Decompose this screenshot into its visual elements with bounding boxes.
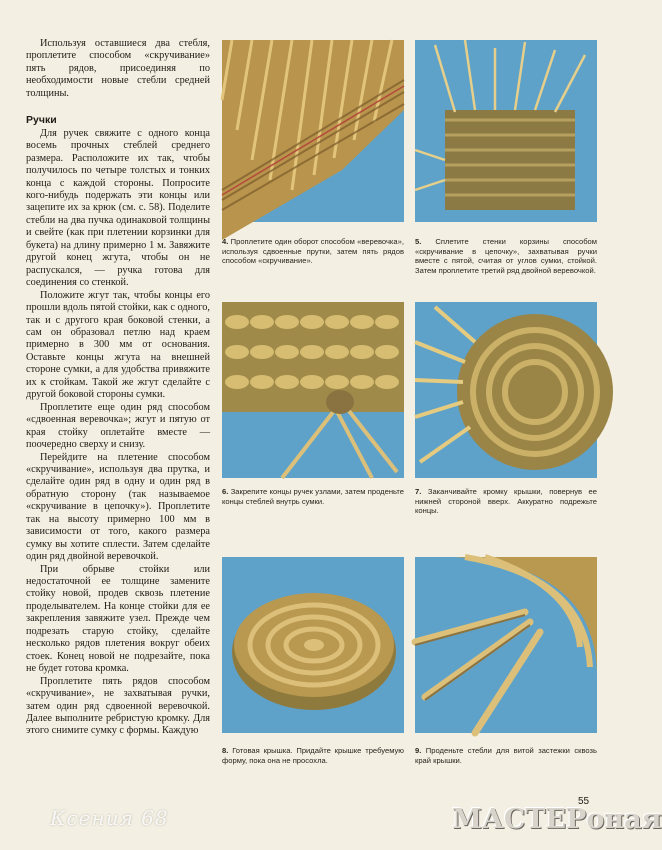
paragraph-handles-5: При обрыве стойки или недостаточной ее толщине замените стойку новой, продев сквозь плетение проделывателем. На конце стойки для ее закрепления завяжите узел. Прежде чем подрезать старую стойку, сделайте несколько рядов плетения вокруг обеих стоек. Конец новой не подрезайте, пока не будет готова кромка. [26, 563, 210, 675]
paragraph-handles-3: Проплетите еще один ряд способом «сдвоенная веревочка»; жгут и пятую от края стойку оплетайте вместе — поочередно сверху и снизу. [26, 401, 210, 451]
caption-text: Заканчивайте кромку крышки, повернув ее нижней стороной вверх. Аккуратно подрежьте концы. [415, 487, 597, 516]
caption-text: Сплетите стенки корзины способом «скручивание в цепочку», захватывая ручки вместе с пятой, считая от углов сумки, стойкой. Затем проплетите третий ряд двойной веревочкой. [415, 237, 597, 275]
paragraph-handles-6: Проплетите пять рядов способом «скручивание», не захватывая ручки, затем один ряд сдвоенной веревочкой. Далее выполните ребристую кромку. Для этого снимите сумку с формы. Каждую [26, 675, 210, 737]
caption-number: 6. [222, 487, 229, 496]
caption-step-5 [415, 237, 597, 275]
photo-step-6 [222, 302, 404, 478]
watermark-right: МАСТЕРоная [452, 804, 662, 835]
caption-step-8 [222, 746, 404, 765]
caption-number: 9. [415, 746, 422, 755]
photo-step-8 [222, 557, 404, 733]
caption-step-4 [222, 237, 404, 266]
photo-step-9 [415, 557, 597, 733]
photo-step-5 [415, 40, 597, 222]
paragraph-intro: Используя оставшиеся два стебля, проплетите способом «скручивание» пять рядов, присоединяя по необходимости новые стебли средней толщины. [26, 38, 210, 99]
photo-step-4 [222, 40, 404, 222]
caption-step-9 [415, 746, 597, 765]
caption-text: Проплетите один оборот способом «веревочка», используя сдвоенные прутки, затем пять рядов способом «скручивание». [222, 237, 404, 266]
caption-number: 7. [415, 487, 422, 496]
caption-text: Готовая крышка. Придайте крышке требуемую форму, пока она не просохла. [222, 746, 404, 765]
watermark-left: Ксения 68 [50, 806, 169, 830]
paragraph-handles-2: Положите жгут так, чтобы концы его прошли вдоль пятой стойки, как с одного, так и с другого края боковой стенки, а сам он образовал петлю над краем примерно в 300 мм от основания. Оставьте концы жгута на внешней стороне сумки, а для удобства привяжите их к стойкам. Такой же жгут сделайте с другой боковой стороны сумки. [26, 289, 210, 401]
caption-number: 8. [222, 746, 229, 755]
caption-step-7 [415, 487, 597, 516]
photo-step-7 [415, 302, 597, 478]
caption-number: 5. [415, 237, 422, 246]
caption-text: Проденьте стебли для витой застежки сквозь край крышки. [415, 746, 597, 765]
paragraph-handles-1: Для ручек свяжите с одного конца восемь прочных стеблей среднего размера. Расположите их так, чтобы получилось по четыре толстых и тонких конца с каждой стороны. Попросите кого-нибудь подержать эти концы или зацепите их за крюк (см. с. 58). Поделите стебли на два пучка одинаковой толщины и свейте (как при плетении корзинки для букета) на длину примерно 1 м. Завяжите другой конец жгута, чтобы он не распускался, — ручка готова для соединения со стенкой. [26, 127, 210, 289]
caption-text: Закрепите концы ручек узлами, затем проденьте концы стеблей внутрь сумки. [222, 487, 404, 506]
article-text-column [26, 38, 210, 738]
page-number: 55 [578, 796, 590, 807]
caption-step-6 [222, 487, 404, 506]
caption-number: 4. [222, 237, 229, 246]
section-heading-handles: Ручки [26, 114, 57, 127]
paragraph-handles-4: Перейдите на плетение способом «скручивание», используя два прутка, и сделайте один ряд в одну и один ряд в обратную сторону (так называемое «скручивание в цепочку»). Проплетите так на высоту примерно 100 мм в зависимости от того, какого размера сумку вы хотите сплести. Затем сделайте один ряд двойной веревочкой. [26, 451, 210, 563]
